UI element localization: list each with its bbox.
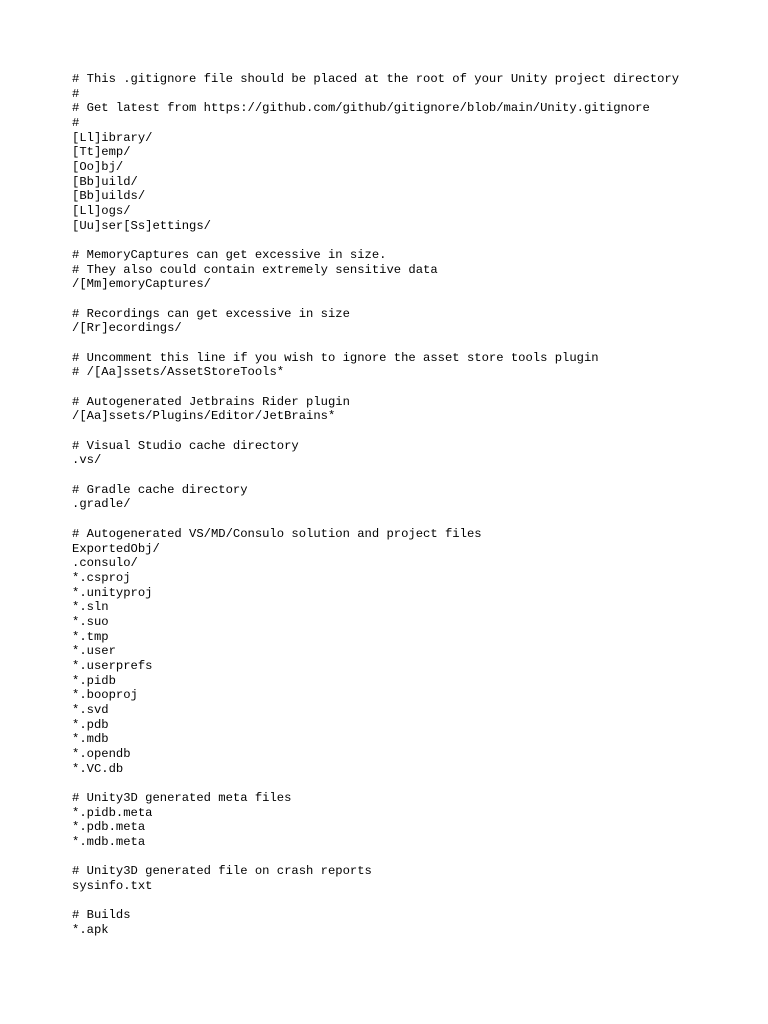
pattern-line: /[Mm]emoryCaptures/ <box>72 277 211 292</box>
blank-line <box>72 424 752 439</box>
pattern-line: [Bb]uild/ <box>72 174 138 189</box>
pattern-line: .vs/ <box>72 453 102 468</box>
pattern-line: *.pdb.meta <box>72 820 146 835</box>
blank-line <box>72 850 752 865</box>
pattern-line: *.svd <box>72 702 109 717</box>
pattern-line: sysinfo.txt <box>72 878 153 893</box>
blank-line <box>72 233 752 248</box>
comment-line: # This .gitignore file should be placed at the root of your Unity project directory <box>72 72 680 86</box>
comment-line: # Autogenerated VS/MD/Consulo solution and project files <box>72 526 482 541</box>
comment-line: # <box>72 86 80 101</box>
pattern-line: *.pdb <box>72 717 109 732</box>
pattern-line: [Ll]ibrary/ <box>72 130 153 145</box>
pattern-line: *.mdb <box>72 732 109 747</box>
comment-line: # Unity3D generated meta files <box>72 790 292 805</box>
pattern-line: *.userprefs <box>72 658 153 673</box>
pattern-line: [Uu]ser[Ss]ettings/ <box>72 218 211 233</box>
pattern-line: *.sln <box>72 600 109 615</box>
pattern-line: *.booproj <box>72 688 138 703</box>
pattern-line: *.suo <box>72 614 109 629</box>
blank-line <box>72 292 752 307</box>
comment-line: # Builds <box>72 908 131 923</box>
pattern-line: *.pidb <box>72 673 116 688</box>
blank-line <box>72 776 752 791</box>
pattern-line: [Ll]ogs/ <box>72 204 131 219</box>
pattern-line: .consulo/ <box>72 556 138 571</box>
pattern-line: ExportedObj/ <box>72 541 160 556</box>
pattern-line: *.unityproj <box>72 585 153 600</box>
gitignore-text-block <box>72 72 752 938</box>
pattern-line: *.tmp <box>72 629 109 644</box>
comment-line: # /[Aa]ssets/AssetStoreTools* <box>72 365 285 380</box>
pattern-line: *.user <box>72 644 116 659</box>
pattern-line: /[Aa]ssets/Plugins/Editor/JetBrains* <box>72 409 336 424</box>
comment-line: # Autogenerated Jetbrains Rider plugin <box>72 394 350 409</box>
comment-line: # Gradle cache directory <box>72 482 248 497</box>
blank-line <box>72 512 752 527</box>
comment-line: # <box>72 116 80 131</box>
pattern-line: *.csproj <box>72 570 131 585</box>
blank-line <box>72 380 752 395</box>
pattern-line: [Bb]uilds/ <box>72 189 146 204</box>
pattern-line: [Oo]bj/ <box>72 160 124 175</box>
comment-line: # MemoryCaptures can get excessive in size. <box>72 248 387 263</box>
comment-line: # Visual Studio cache directory <box>72 438 299 453</box>
pattern-line: *.opendb <box>72 746 131 761</box>
pattern-line: [Tt]emp/ <box>72 145 131 160</box>
blank-line <box>72 468 752 483</box>
pattern-line: *.pidb.meta <box>72 805 153 820</box>
pattern-line: /[Rr]ecordings/ <box>72 321 182 336</box>
comment-line: # Unity3D generated file on crash reports <box>72 864 372 879</box>
pattern-line: *.apk <box>72 922 109 937</box>
comment-line: # Recordings can get excessive in size <box>72 306 350 321</box>
pattern-line: *.VC.db <box>72 761 124 776</box>
pattern-line: .gradle/ <box>72 497 131 512</box>
comment-line: # Get latest from https://github.com/github/gitignore/blob/main/Unity.gitignore <box>72 101 650 116</box>
comment-line: # They also could contain extremely sensitive data <box>72 262 438 277</box>
blank-line <box>72 336 752 351</box>
comment-line: # Uncomment this line if you wish to ignore the asset store tools plugin <box>72 350 599 365</box>
pattern-line: *.mdb.meta <box>72 834 146 849</box>
blank-line <box>72 894 752 909</box>
